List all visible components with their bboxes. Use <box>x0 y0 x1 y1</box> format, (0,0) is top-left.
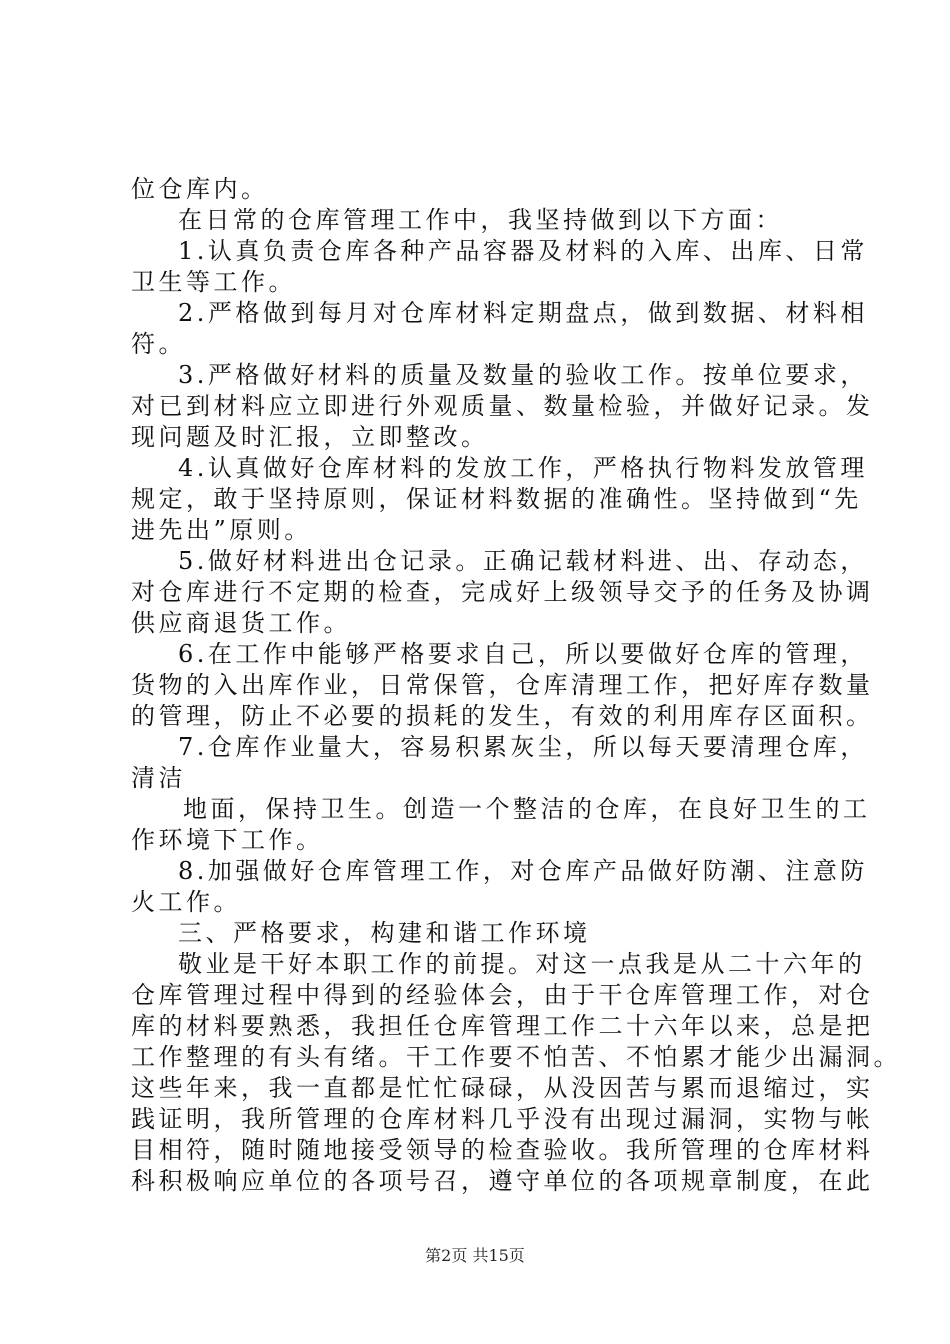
text-line: 现问题及时汇报，立即整改。 <box>131 423 489 451</box>
text-line: 作环境下工作。 <box>131 826 324 854</box>
text-line: 践证明，我所管理的仓库材料几乎没有出现过漏洞，实物与帐 <box>131 1105 874 1133</box>
text-line: 货物的入出库作业，日常保管，仓库清理工作，把好库存数量 <box>131 671 874 699</box>
text-line: 这些年来，我一直都是忙忙碌碌，从没因苦与累而退缩过，实 <box>131 1074 874 1102</box>
text-line: 8.加强做好仓库管理工作，对仓库产品做好防潮、注意防 <box>178 857 868 885</box>
text-line: 位仓库内。 <box>131 175 269 203</box>
section-heading: 三、严格要求，构建和谐工作环境 <box>178 919 591 947</box>
text-line: 4.认真做好仓库材料的发放工作，严格执行物料发放管理 <box>178 454 868 482</box>
text-line: 清洁 <box>131 764 186 792</box>
text-line: 地面，保持卫生。创造一个整洁的仓库，在良好卫生的工 <box>183 795 871 823</box>
text-line: 规定，敢于坚持原则，保证材料数据的准确性。坚持做到“先 <box>131 485 862 513</box>
text-line: 6.在工作中能够严格要求自己，所以要做好仓库的管理， <box>178 640 868 668</box>
text-line: 3.严格做好材料的质量及数量的验收工作。按单位要求， <box>178 361 868 389</box>
text-line: 对仓库进行不定期的检查，完成好上级领导交予的任务及协调 <box>131 578 874 606</box>
text-line: 5.做好材料进出仓记录。正确记载材料进、出、存动态， <box>178 547 868 575</box>
text-line: 供应商退货工作。 <box>131 609 351 637</box>
page-number-footer: 第2页 共15页 <box>425 1246 525 1265</box>
text-line: 火工作。 <box>131 888 241 916</box>
text-line: 库的材料要熟悉，我担任仓库管理工作二十六年以来，总是把 <box>131 1012 874 1040</box>
text-line: 目相符，随时随地接受领导的检查验收。我所管理的仓库材料 <box>131 1136 874 1164</box>
text-line: 在日常的仓库管理工作中，我坚持做到以下方面： <box>178 206 783 234</box>
text-line: 卫生等工作。 <box>131 268 296 296</box>
text-line: 科积极响应单位的各项号召，遵守单位的各项规章制度，在此 <box>131 1167 874 1195</box>
text-line: 敬业是干好本职工作的前提。对这一点我是从二十六年的 <box>178 950 866 978</box>
text-line: 7.仓库作业量大，容易积累灰尘，所以每天要清理仓库， <box>178 733 868 761</box>
text-line: 仓库管理过程中得到的经验体会，由于干仓库管理工作，对仓 <box>131 981 874 1009</box>
text-line: 对已到材料应立即进行外观质量、数量检验，并做好记录。发 <box>131 392 874 420</box>
text-line: 进先出”原则。 <box>131 516 312 544</box>
document-body <box>131 174 901 1197</box>
text-line: 的管理，防止不必要的损耗的发生，有效的利用库存区面积。 <box>131 702 874 730</box>
text-line: 工作整理的有头有绪。干工作要不怕苦、不怕累才能少出漏洞。 <box>131 1043 901 1071</box>
text-line: 2.严格做到每月对仓库材料定期盘点，做到数据、材料相 <box>178 299 868 327</box>
text-line: 1.认真负责仓库各种产品容器及材料的入库、出库、日常 <box>178 237 868 265</box>
text-line: 符。 <box>131 330 186 358</box>
